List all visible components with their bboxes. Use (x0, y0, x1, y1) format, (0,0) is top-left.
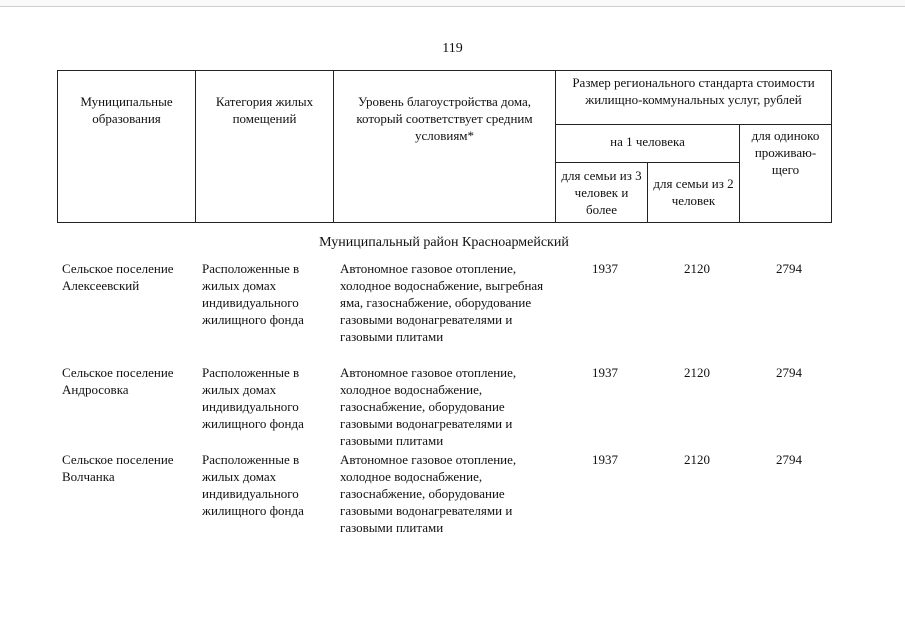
header-standard: Размер регионального стандарта стоимости жилищно-коммунальных услуг, рублей (556, 71, 832, 125)
header-single: для одиноко проживаю-щего (740, 125, 832, 223)
row-municipality: Сельское поселение Алексеевский (62, 261, 174, 293)
table-header (57, 70, 832, 223)
header-family2: для семьи из 2 человек (648, 163, 740, 223)
row-family2: 2120 (684, 261, 710, 276)
row-single: 2794 (776, 261, 802, 276)
district-title: Муниципальный район Красноармейский (319, 235, 569, 250)
row-category: Расположенные в жилых домах индивидуального жилищного фонда (202, 452, 304, 518)
header-category: Категория жилых помещений (196, 71, 334, 223)
row-level: Автономное газовое отопление, холодное водоснабжение, газоснабжение, оборудование газовыми водонагревателями и газовыми плитами (340, 365, 517, 448)
row-level: Автономное газовое отопление, холодное водоснабжение, газоснабжение, оборудование газовыми водонагревателями и газовыми плитами (340, 452, 517, 535)
scan-edge (0, 0, 905, 7)
header-family3: для семьи из 3 человек и более (556, 163, 648, 223)
row-single: 2794 (776, 452, 802, 467)
row-family3: 1937 (592, 261, 618, 276)
row-municipality: Сельское поселение Волчанка (62, 452, 174, 484)
row-category: Расположенные в жилых домах индивидуального жилищного фонда (202, 261, 304, 327)
header-level: Уровень благоустройства дома, который соответствует средним условиям* (334, 71, 556, 223)
row-category: Расположенные в жилых домах индивидуального жилищного фонда (202, 365, 304, 431)
row-family2: 2120 (684, 365, 710, 380)
row-family2: 2120 (684, 452, 710, 467)
row-level: Автономное газовое отопление, холодное водоснабжение, выгребная яма, газоснабжение, оборудование газовыми водонагревателями и газовыми плитами (340, 261, 544, 344)
header-per-person: на 1 человека (556, 125, 740, 163)
row-single: 2794 (776, 365, 802, 380)
header-municipality: Муниципальные образования (58, 71, 196, 223)
row-family3: 1937 (592, 365, 618, 380)
row-municipality: Сельское поселение Андросовка (62, 365, 174, 397)
row-family3: 1937 (592, 452, 618, 467)
page-number: 119 (442, 41, 463, 56)
